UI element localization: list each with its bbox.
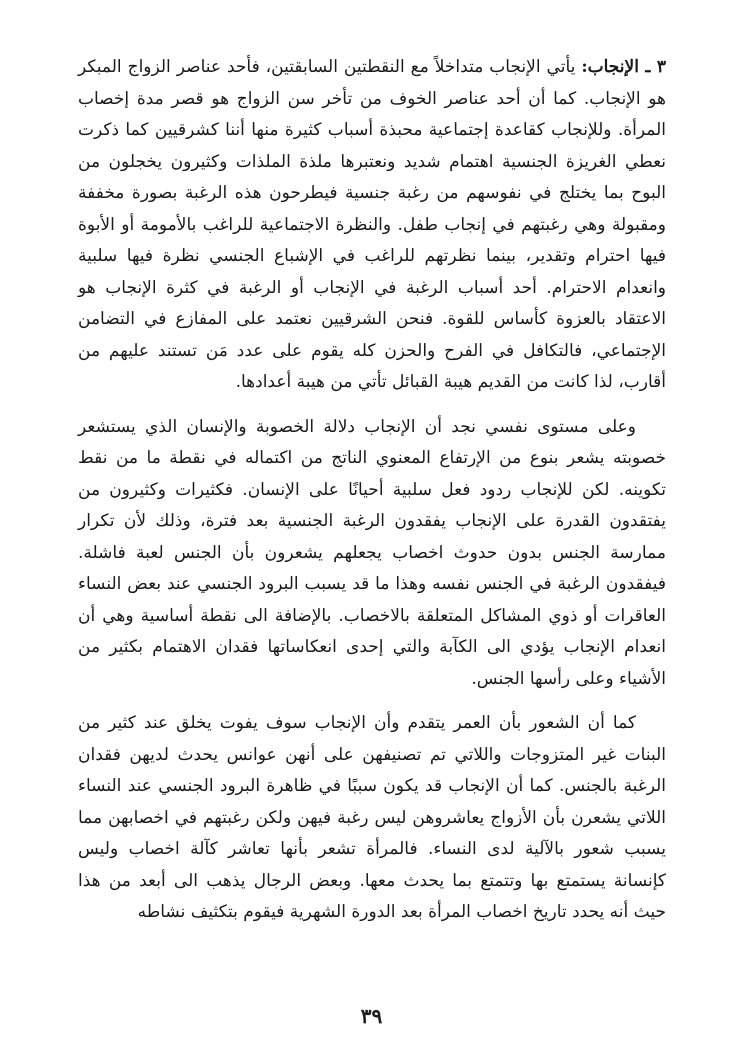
paragraph-reproduction: [78, 52, 666, 399]
page-body: [78, 52, 666, 929]
paragraph-psychological: وعلى مستوى نفسي نجد أن الإنجاب دلالة الخصوبة والإنسان الذي يستشعر خصوبته يشعر بنوع من الإرتفاع المعنوي الناتج من اكتماله في نقطة ما من نقط تكوينه. لكن للإنجاب ردود فعل سلبية أحيانًا على الإنسان. فكثيرات وكثيرون من يفتقدون القدرة على الإنجاب يفقدون الرغبة الجنسية بعد فترة، وذلك لأن تكرار ممارسة الجنس بدون حدوث اخصاب يجعلهم يشعرون بأن الجنس لعبة فاشلة. فيفقدون الرغبة في الجنس نفسه وهذا ما قد يسبب البرود الجنسي عند بعض النساء العاقرات أو ذوي المشاكل المتعلقة بالاخصاب. بالإضافة الى نقطة أساسية وهي أن انعدام الإنجاب يؤدي الى الكآبة والتي إحدى انعكاساتها فقدان الاهتمام بكثير من الأشياء وعلى رأسها الجنس.: [78, 416, 666, 689]
paragraph-age-feeling: كما أن الشعور بأن العمر يتقدم وأن الإنجاب سوف يفوت يخلق عند كثير من البنات غير المتزوجات واللاتي تم تصنيفهن على أنهن عوانس يحدث لديهن فقدان الرغبة بالجنس. كما أن الإنجاب قد يكون سببًا في ظاهرة البرود الجنسي عند النساء اللاتي يشعرن بأن الأزواج يعاشروهن ليس رغبة فيهن ولكن رغبتهم في اخصابهن مما يسبب شعور بالآلية لدى النساء. فالمرأة تشعر بأنها تعاشر كآلة اخصاب وليس كإنسانة يستمتع بها وتتمتع بما يحدث معها. وبعض الرجال يذهب الى أبعد من هذا حيث أنه يحدد تاريخ اخصاب المرأة بعد الدورة الشهرية فيقوم بتكثيف نشاطه: [78, 713, 666, 922]
page-number: ٣٩: [360, 1004, 383, 1028]
paragraph-text: يأتي الإنجاب متداخلاً مع النقطتين السابقتين، فأحد عناصر الزواج المبكر هو الإنجاب. كما أن أحد عناصر الخوف من تأخر سن الزواج هو قصر مدة إخصاب المرأة. وللإنجاب كقاعدة إجتماعية محبذة أسباب كثيرة منها أننا كشرقيين كما ذكرت نعطي الغريزة الجنسية اهتمام شديد ونعتبرها ملذة الملذات وكثيرون يخجلون من البوح بما يختلج في نفوسهم من رغبة جنسية فيطرحون هذه الرغبة بصورة مخففة ومقبولة وهي رغبتهم في إنجاب طفل. والنظرة الاجتماعية للراغب بالأمومة أو الأبوة فيها احترام وتقدير، بينما نظرتهم للراغب في الإشباع الجنسي نظرة فيها سلبية وانعدام الاحترام. أحد أسباب الرغبة في الإنجاب أو الرغبة في كثرة الإنجاب هو الاعتقاد بالعزوة كأساس للقوة. فنحن الشرقيين نعتمد على المفازع في التضامن الإجتماعي، فالتكافل في الفرح والحزن كله يقوم على عدد مَن تستند عليهم من أقارب، لذا كانت من القديم هيبة القبائل تأتي من هيبة أعدادها.: [78, 57, 666, 392]
section-heading: ٣ ـ الإنجاب:: [581, 57, 666, 77]
